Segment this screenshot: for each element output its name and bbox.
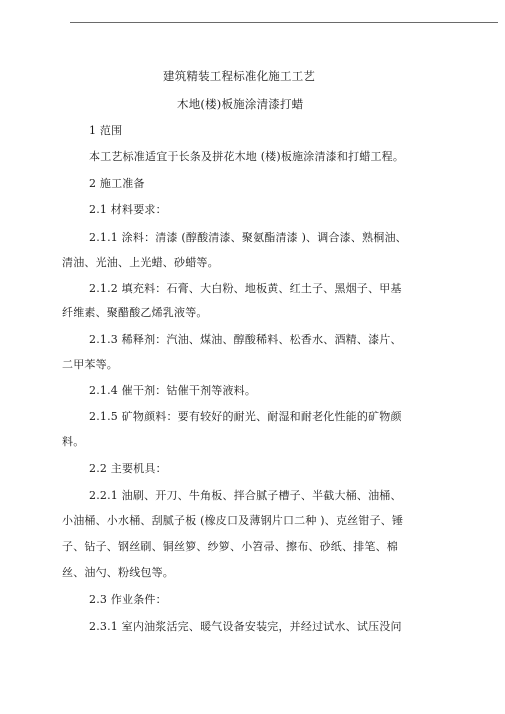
subsection-heading: 2.1 材料要求： — [89, 203, 167, 216]
document-title: 建筑精装工程标准化施工工艺 — [163, 69, 316, 83]
paragraph-line: 小油桶、小水桶、刮腻子板 (橡皮口及薄钢片口二种 )、克丝钳子、锤 — [62, 514, 404, 527]
paragraph-line: 纤维素、聚醋酸乙烯乳液等。 — [62, 306, 208, 319]
paragraph-line: 2.3.1 室内油浆活完、暖气设备安装完，并经过试水、试压没问 — [89, 620, 402, 633]
paragraph-line: 清油、光油、上光蜡、砂蜡等。 — [62, 256, 219, 269]
paragraph-line: 2.1.5 矿物颜料：要有较好的耐光、耐湿和耐老化性能的矿物颜 — [89, 410, 402, 423]
paragraph-line: 2.1.1 涂料：清漆 (醇酸清漆、聚氨酯清漆 )、调合漆、熟桐油、 — [89, 231, 407, 244]
document-subtitle: 木地(楼)板施涂清漆打蜡 — [177, 97, 304, 111]
paragraph-line: 2.2.1 油刷、开刀、牛角板、拌合腻子槽子、半截大桶、油桶、 — [89, 489, 402, 502]
section-heading: 1 范围 — [89, 124, 123, 137]
section-heading: 2 施工准备 — [89, 177, 145, 190]
paragraph-line: 2.1.2 填充料：石膏、大白粉、地板黄、红土子、黑烟子、甲基 — [89, 282, 402, 295]
paragraph-line: 子、钻子、钢丝刷、铜丝箩、纱箩、小笤帚、擦布、砂纸、排笔、棉 — [62, 540, 398, 553]
paragraph-line: 2.1.4 催干剂：钴催干剂等液料。 — [89, 384, 257, 397]
paragraph-line: 二甲苯等。 — [62, 358, 118, 371]
header-rule — [70, 22, 498, 23]
subsection-heading: 2.2 主要机具： — [89, 462, 167, 475]
paragraph-line: 料。 — [62, 435, 85, 448]
subsection-heading: 2.3 作业条件： — [89, 593, 167, 606]
paragraph-line: 2.1.3 稀释剂：汽油、煤油、醇酸稀料、松香水、酒精、漆片、 — [89, 333, 402, 346]
paragraph-line: 本工艺标准适宜于长条及拼花木地 (楼)板施涂清漆和打蜡工程。 — [89, 150, 405, 163]
paragraph-line: 丝、油勺、粉线包等。 — [62, 566, 174, 579]
